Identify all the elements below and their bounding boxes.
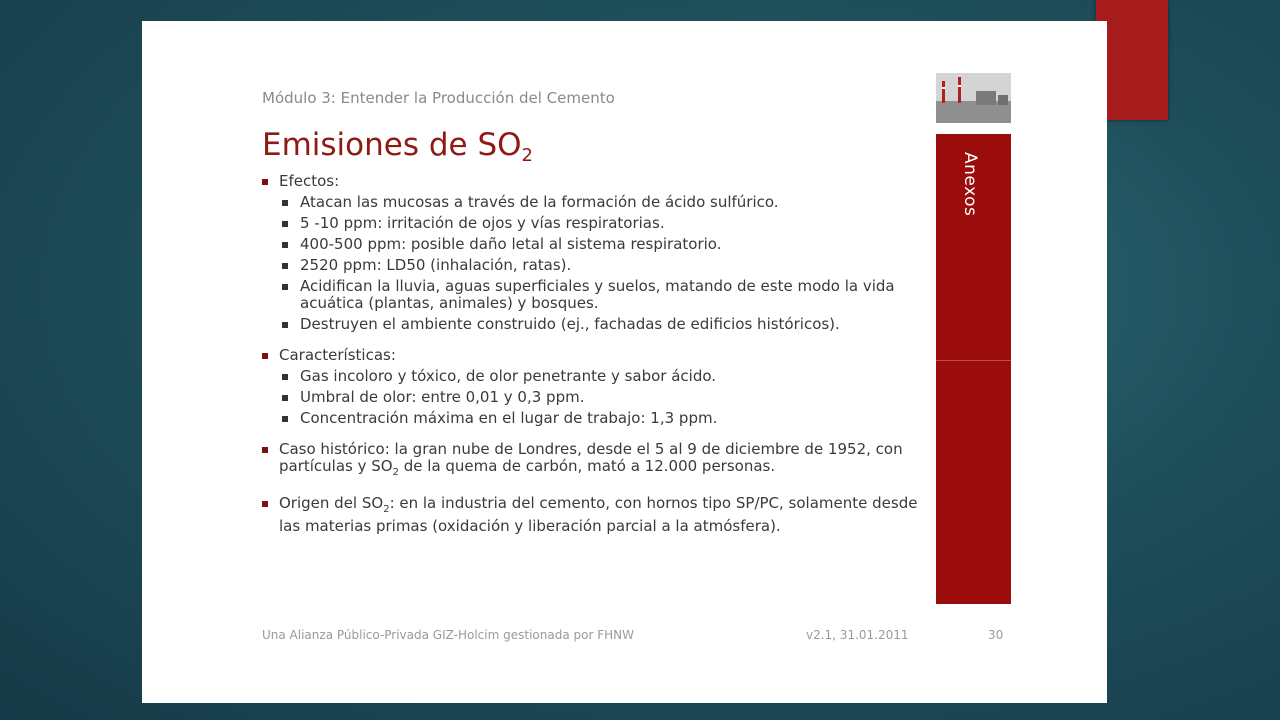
- page-number: 30: [988, 628, 1004, 642]
- sub-bullet: Concentración máxima en el lugar de trabajo: 1,3 ppm.: [279, 410, 919, 427]
- footer-version: v2.1, 31.01.2011: [806, 628, 909, 642]
- sub-bullet: Destruyen el ambiente construido (ej., fachadas de edificios históricos).: [279, 316, 919, 333]
- sub-bullet: 2520 ppm: LD50 (inhalación, ratas).: [279, 257, 919, 274]
- sub-bullet: Atacan las mucosas a través de la formación de ácido sulfúrico.: [279, 194, 919, 211]
- industrial-chimney-photo: [936, 73, 1011, 123]
- sub-bullet: Umbral de olor: entre 0,01 y 0,3 ppm.: [279, 389, 919, 406]
- sidebar-label: Anexos: [960, 152, 980, 217]
- slide-title: [262, 127, 533, 166]
- title-text: Emisiones de SO: [262, 127, 522, 163]
- slide: [142, 21, 1107, 703]
- title-subscript: 2: [521, 145, 533, 166]
- sidebar-divider: [936, 360, 1011, 361]
- sidebar-anexos: [936, 134, 1011, 604]
- bullet-caracteristicas: Características:: [259, 347, 919, 364]
- bullet-efectos: Efectos:: [259, 173, 919, 190]
- footer-text: Una Alianza Público-Privada GIZ-Holcim gestionada por FHNW: [262, 628, 634, 642]
- slide-subtitle: Módulo 3: Entender la Producción del Cemento: [262, 89, 615, 107]
- sub-bullet: Gas incoloro y tóxico, de olor penetrante y sabor ácido.: [279, 368, 919, 385]
- slide-content: [259, 173, 919, 535]
- sub-bullet: 400-500 ppm: posible daño letal al sistema respiratorio.: [279, 236, 919, 253]
- bullet-origen: Origen del $SO_2$: en la industria del cemento, con hornos tipo SP/PC, solamente desde las materias primas (oxidación y liberación parcial a la atmósfera).: [259, 495, 919, 535]
- sub-bullet: 5 -10 ppm: irritación de ojos y vías respiratorias.: [279, 215, 919, 232]
- sub-bullet: Acidifican la lluvia, aguas superficiales y suelos, matando de este modo la vida acuática (plantas, animales) y bosques.: [279, 278, 919, 312]
- bullet-caso-historico: Caso histórico: la gran nube de Londres, desde el 5 al 9 de diciembre de 1952, con partículas y $SO_2$ de la quema de carbón, mató a 12.000 personas.: [259, 441, 919, 481]
